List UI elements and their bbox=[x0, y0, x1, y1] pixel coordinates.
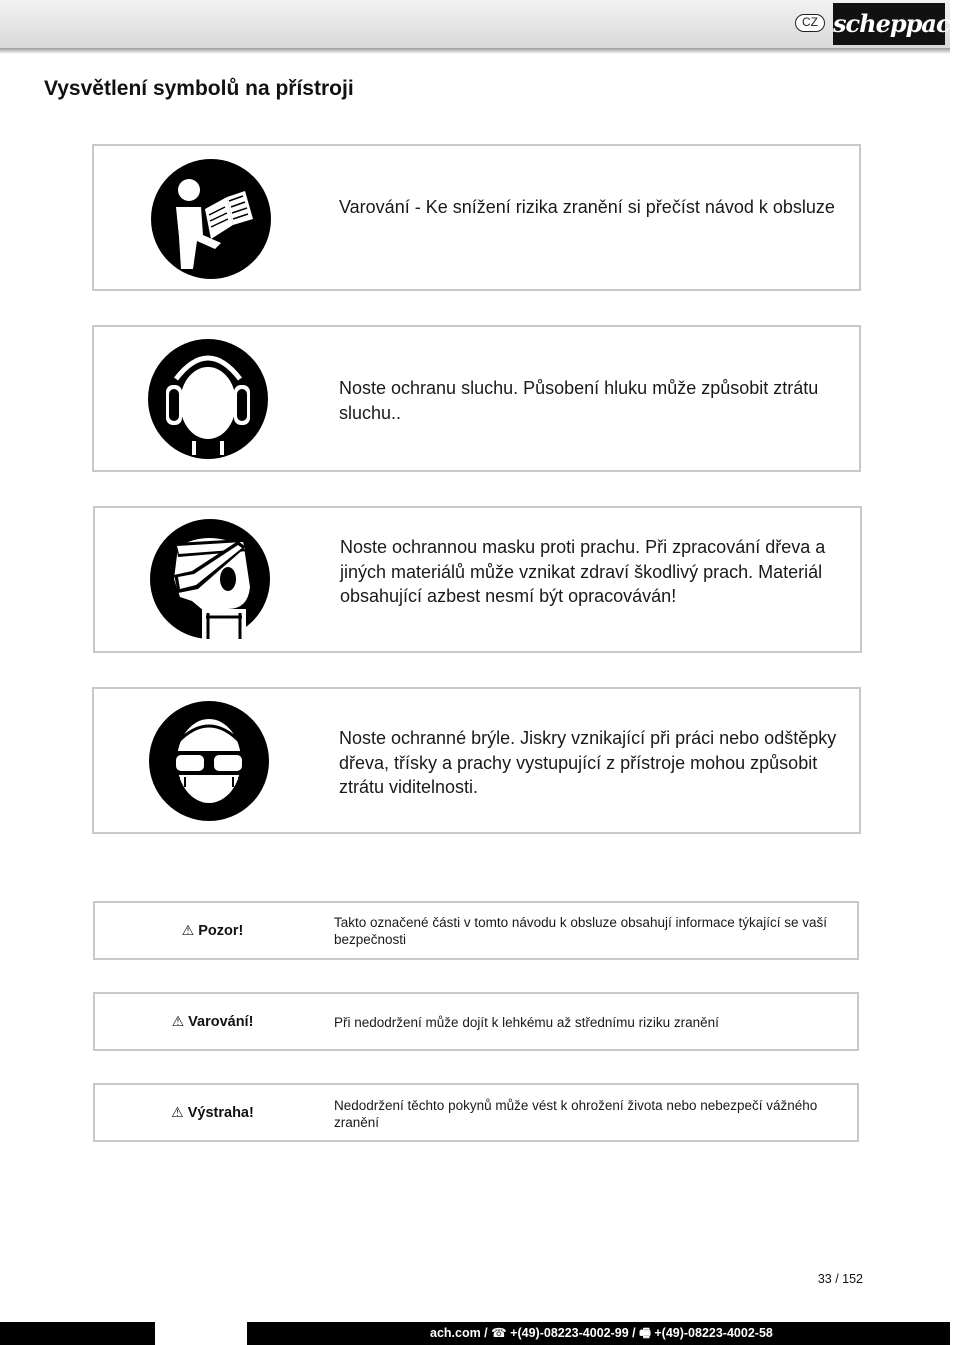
page-title: Vysvětlení symbolů na přístroji bbox=[44, 77, 354, 100]
symbol-text-read-manual: Varování - Ke snížení rizika zranění si přečíst návod k obsluze bbox=[339, 197, 835, 217]
hearing-protection-icon bbox=[146, 337, 270, 461]
warning-triangle-icon: ⚠ bbox=[171, 1104, 184, 1120]
warning-triangle-icon: ⚠ bbox=[171, 1013, 185, 1029]
symbol-box-read-manual bbox=[92, 144, 861, 291]
footer-gap bbox=[155, 1322, 247, 1345]
symbol-box-dust-mask bbox=[93, 506, 862, 653]
language-badge: CZ bbox=[795, 14, 825, 32]
warning-box-vystraha bbox=[93, 1083, 859, 1142]
symbol-text-safety-goggles: Noste ochranné brýle. Jiskry vznikající při práci nebo odštěpky dřeva, třísky a prachy vystupující z přístroje mohou způsobit ztrátu viditelnosti. bbox=[339, 728, 837, 797]
warning-box-varovani bbox=[93, 992, 859, 1051]
warning-text-varovani: Při nedodržení může dojít k lehkému až střednímu riziku zranění bbox=[334, 1015, 719, 1030]
warning-text-pozor: Takto označené části v tomto návodu k obsluze obsahují informace týkající se vaší bezpečnosti bbox=[334, 915, 828, 947]
warning-label-text: Varování! bbox=[188, 1013, 254, 1030]
brand-logo: scheppach bbox=[833, 3, 945, 45]
symbol-text-hearing-protection: Noste ochranu sluchu. Působení hluku může způsobit ztrátu sluchu.. bbox=[339, 378, 819, 423]
page-number: 33 / 152 bbox=[817, 1272, 863, 1286]
safety-goggles-icon bbox=[147, 699, 271, 823]
header-shadow bbox=[0, 48, 950, 54]
warning-label-pozor bbox=[95, 903, 330, 958]
warning-label-vystraha bbox=[95, 1085, 330, 1140]
warning-text-vystraha: Nedodržení těchto pokynů může vést k ohrožení života nebo nebezpečí vážného zranění bbox=[334, 1098, 818, 1130]
symbol-text-dust-mask: Noste ochrannou masku proti prachu. Při zpracování dřeva a jiných materiálů může vznikat zdraví škodlivý prach. Materiál obsahující azbest nesmí být opracováván! bbox=[340, 537, 826, 606]
symbol-box-safety-goggles bbox=[92, 687, 861, 834]
dust-mask-icon bbox=[148, 517, 272, 641]
warning-label-text: Výstraha! bbox=[187, 1104, 254, 1121]
footer-contact: ach.com / ☎ +(49)-08223-4002-99 / 🖷 +(49)-08223-4002-58 bbox=[430, 1326, 773, 1340]
warning-triangle-icon: ⚠ bbox=[181, 922, 195, 938]
read-manual-icon bbox=[149, 157, 273, 281]
warning-box-pozor bbox=[93, 901, 859, 960]
symbol-box-hearing-protection bbox=[92, 325, 861, 472]
warning-label-text: Pozor! bbox=[198, 922, 244, 939]
warning-label-varovani bbox=[95, 994, 330, 1049]
